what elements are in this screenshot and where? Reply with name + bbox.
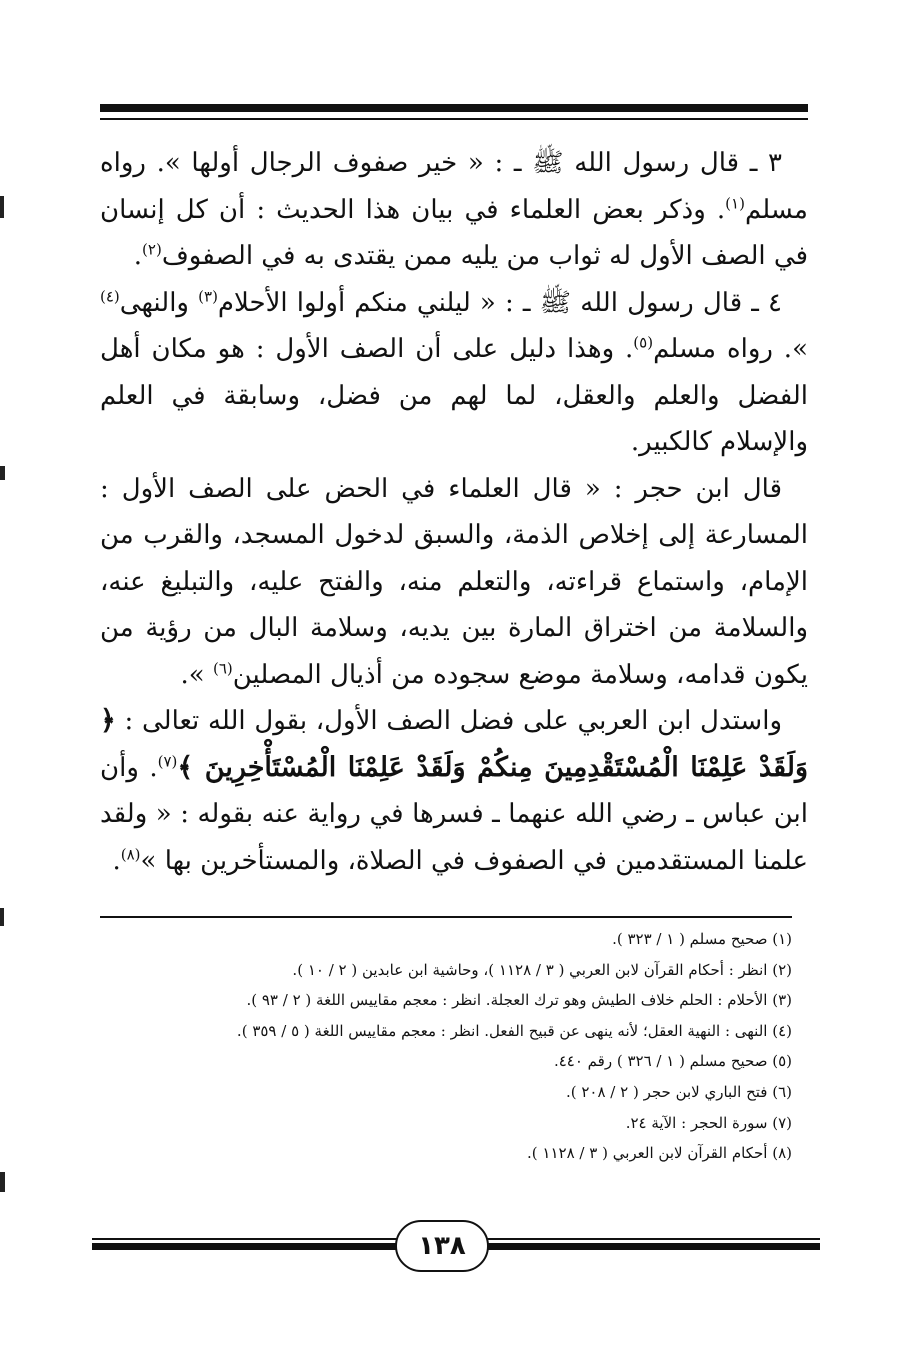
paragraph-ibn-arabi xyxy=(100,698,808,884)
footnote-ref[interactable]: (٢) xyxy=(142,240,162,259)
paragraph-text: . xyxy=(112,845,121,876)
footnote-item: (٤) النهى : النهية العقل؛ لأنه ينهى عن قبيح الفعل. انظر : معجم مقاييس اللغة ( ٥ / ٣٥٩ ). xyxy=(236,1021,792,1040)
footnote-item: (٨) أحكام القرآن لابن العربي ( ٣ / ١١٢٨ ). xyxy=(527,1144,792,1163)
page-number: ١٣٨ xyxy=(395,1220,489,1272)
footnote-item: (٦) فتح الباري لابن حجر ( ٢ / ٢٠٨ ). xyxy=(565,1082,792,1101)
paragraph-4 xyxy=(100,280,808,466)
paragraph-text: واستدل ابن العربي على فضل الصف الأول، بقول الله تعالى : xyxy=(115,706,782,736)
scan-edge-mark xyxy=(0,466,5,480)
footnote-item: (٧) سورة الحجر : الآية ٢٤. xyxy=(625,1113,792,1132)
footnote-ref[interactable]: (٨) xyxy=(120,844,141,863)
paragraph-text: . وهذا دليل على أن الصف الأول : هو مكان أهل الفضل والعلم والعقل، لما لهم من فضل، وسابقة في العلم والإسلام كالكبير. xyxy=(100,334,808,457)
footnote-ref[interactable]: (١) xyxy=(725,193,745,212)
paragraph-text: قال ابن حجر : « قال العلماء في الحض على الصف الأول : المسارعة إلى إخلاص الذمة، والسبق لدخول المسجد، والقرب من الإمام، واستماع قراءته، والتعلم منه، والفتح عليه، والتبليغ عنه، والسلامة من اختراق المارة بين يديه، وسلامة البال من رؤية من يكون قدامه، وسلامة موضع سجوده من أذيال المصلين xyxy=(100,473,808,690)
scan-edge-mark xyxy=(0,908,4,926)
header-rule-thick xyxy=(100,104,808,112)
footnote-ref[interactable]: (٥) xyxy=(633,333,654,352)
paragraph-text: . وأن ابن عباس ـ رضي الله عنهما ـ فسرها في رواية عنه بقوله : « ولقد علمنا المستقدمين في الصفوف في الصلاة، والمستأخرين بها » xyxy=(100,752,808,876)
footnote-ref[interactable]: (٦) xyxy=(212,658,233,677)
footnote-item: (٢) انظر : أحكام القرآن لابن العربي ( ٣ / ١١٢٨ )، وحاشية ابن عابدين ( ٢ / ١٠ ). xyxy=(292,960,792,979)
paragraph-3 xyxy=(100,140,808,280)
footnote-separator xyxy=(100,916,792,918)
footnote-item: (٥) صحيح مسلم ( ١ / ٣٢٦ ) رقم ٤٤٠. xyxy=(553,1052,792,1071)
scan-edge-mark xyxy=(0,196,4,218)
paragraph-text: والنهى xyxy=(119,287,199,318)
paragraph-text: . xyxy=(133,241,143,271)
header-rule-thin xyxy=(100,118,808,120)
footnote-ref[interactable]: (٣) xyxy=(198,286,218,305)
paragraph-ibn-hajar xyxy=(100,466,808,699)
scan-edge-mark xyxy=(0,1172,5,1192)
main-text xyxy=(100,140,808,884)
footnotes xyxy=(100,924,792,1169)
paragraph-text: ٣ ـ قال رسول الله ﷺ ـ : « خير صفوف الرجال أولها ». رواه مسلم xyxy=(100,148,808,225)
paragraph-text: ». xyxy=(180,659,213,690)
paragraph-text: . وذكر بعض العلماء في بيان هذا الحديث : أن كل إنسان في الصف الأول له ثواب من يليه ممن يقتدى به في الصفوف xyxy=(100,194,808,271)
paragraph-text: ». رواه مسلم xyxy=(653,334,808,364)
quran-verse: ﴿ وَلَقَدْ عَلِمْنَا الْمُسْتَقْدِمِينَ مِنكُمْ وَلَقَدْ عَلِمْنَا الْمُسْتَأْخِرِينَ ﴾ xyxy=(100,705,809,783)
footnote-item: (٣) الأحلام : الحلم خلاف الطيش وهو ترك العجلة. انظر : معجم مقاييس اللغة ( ٢ / ٩٣ ). xyxy=(246,991,792,1010)
footnote-ref[interactable]: (٧) xyxy=(157,751,178,770)
paragraph-text: ٤ ـ قال رسول الله ﷺ ـ : « ليلني منكم أولوا الأحلام xyxy=(217,287,783,318)
footnote-item: (١) صحيح مسلم ( ١ / ٣٢٣ ). xyxy=(612,930,792,948)
footnote-ref[interactable]: (٤) xyxy=(100,286,120,305)
